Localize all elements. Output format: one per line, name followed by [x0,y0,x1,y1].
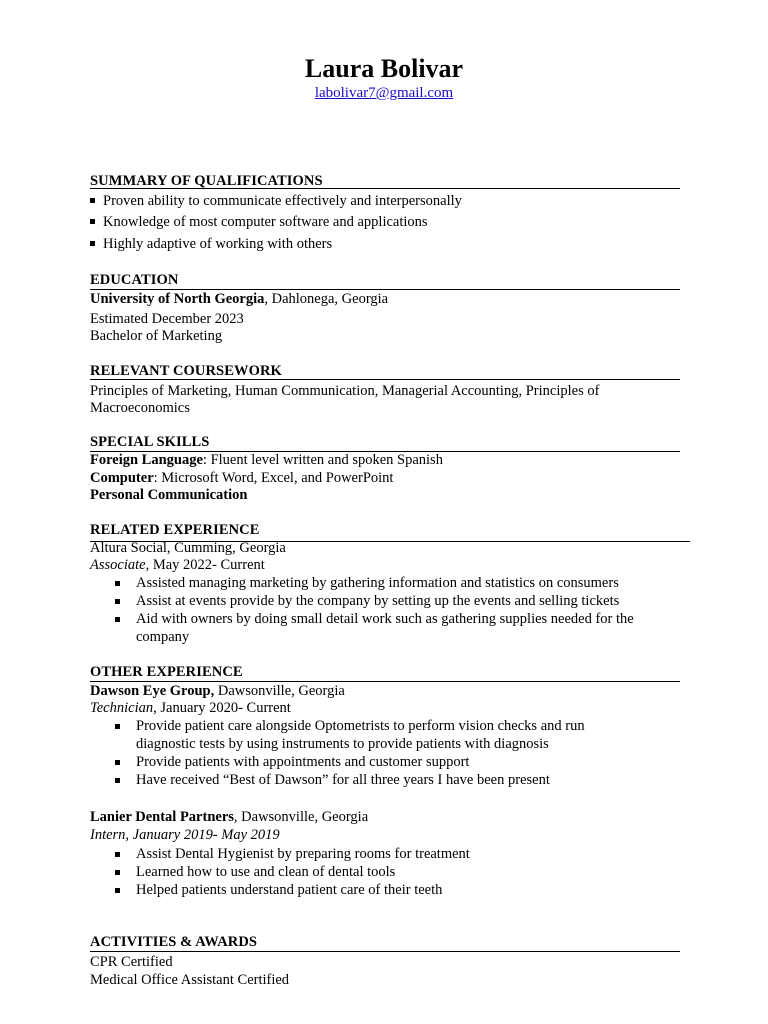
summary-rule [90,188,680,189]
job1-item: Provide patient care alongside Optometrists to perform vision checks and run diagnostic tests by using instruments to provide patients with diagnosis [115,718,645,753]
bullet-icon [115,581,120,586]
bullet-icon [90,198,95,203]
job2-item: Helped patients understand patient care of their teeth [115,882,655,900]
related-org: Altura Social, Cumming, Georgia [90,540,286,556]
job2-item: Assist Dental Hygienist by preparing rooms for treatment [115,846,655,864]
activities-rule [90,951,680,952]
summary-item: Highly adaptive of working with others [90,236,332,253]
skills-heading: SPECIAL SKILLS [90,434,210,450]
other-heading: OTHER EXPERIENCE [90,664,243,680]
summary-item: Knowledge of most computer software and applications [90,214,428,231]
email-line [0,84,768,102]
related-item: Assisted managing marketing by gathering information and statistics on consumers [115,575,655,593]
coursework-line-1: Principles of Marketing, Human Communication, Managerial Accounting, Principles of [90,383,600,399]
job1-role-line: Technician, January 2020- Current [90,700,291,716]
bullet-icon [90,219,95,224]
summary-item: Proven ability to communicate effectively and interpersonally [90,193,462,210]
related-item: Aid with owners by doing small detail work such as gathering supplies needed for the company [115,611,635,646]
coursework-heading: RELEVANT COURSEWORK [90,363,282,379]
job1-org-line: Dawson Eye Group, Dawsonville, Georgia [90,683,345,699]
activity-item: Medical Office Assistant Certified [90,972,290,988]
education-rule [90,289,680,290]
related-heading: RELATED EXPERIENCE [90,522,260,538]
school-name: University of North Georgia [90,291,265,307]
bullet-icon [115,870,120,875]
education-date: Estimated December 2023 [90,311,244,327]
related-role-line: Associate, May 2022- Current [90,557,265,573]
job2-org-line: Lanier Dental Partners, Dawsonville, Georgia [90,809,369,825]
bullet-icon [90,241,95,246]
activities-heading: ACTIVITIES & AWARDS [90,934,258,950]
coursework-line-2: Macroeconomics [90,400,190,416]
related-item: Assist at events provide by the company by setting up the events and selling tickets [115,593,655,611]
job1-item: Have received “Best of Dawson” for all three years I have been present [115,772,655,790]
candidate-name: Laura Bolivar [304,54,464,83]
activity-item: CPR Certified [90,954,173,970]
skill-language: Foreign Language: Fluent level written and spoken Spanish [90,452,443,468]
coursework-rule [90,379,680,380]
bullet-icon [115,888,120,893]
skill-computer: Computer: Microsoft Word, Excel, and PowerPoint [90,470,394,486]
education-heading: EDUCATION [90,272,179,288]
skill-personal: Personal Communication [90,487,248,503]
bullet-icon [115,617,120,622]
education-school-line: University of North Georgia, Dahlonega, Georgia [90,291,389,307]
other-rule [90,681,680,682]
bullet-icon [115,760,120,765]
bullet-icon [115,852,120,857]
bullet-icon [115,599,120,604]
job2-item: Learned how to use and clean of dental tools [115,864,655,882]
summary-heading: SUMMARY OF QUALIFICATIONS [90,173,323,189]
job1-item: Provide patients with appointments and customer support [115,754,655,772]
education-degree: Bachelor of Marketing [90,328,223,344]
email-link[interactable]: labolivar7@gmail.com [314,85,454,101]
job2-role-line: Intern, January 2019- May 2019 [90,827,280,843]
bullet-icon [115,778,120,783]
bullet-icon [115,724,120,729]
